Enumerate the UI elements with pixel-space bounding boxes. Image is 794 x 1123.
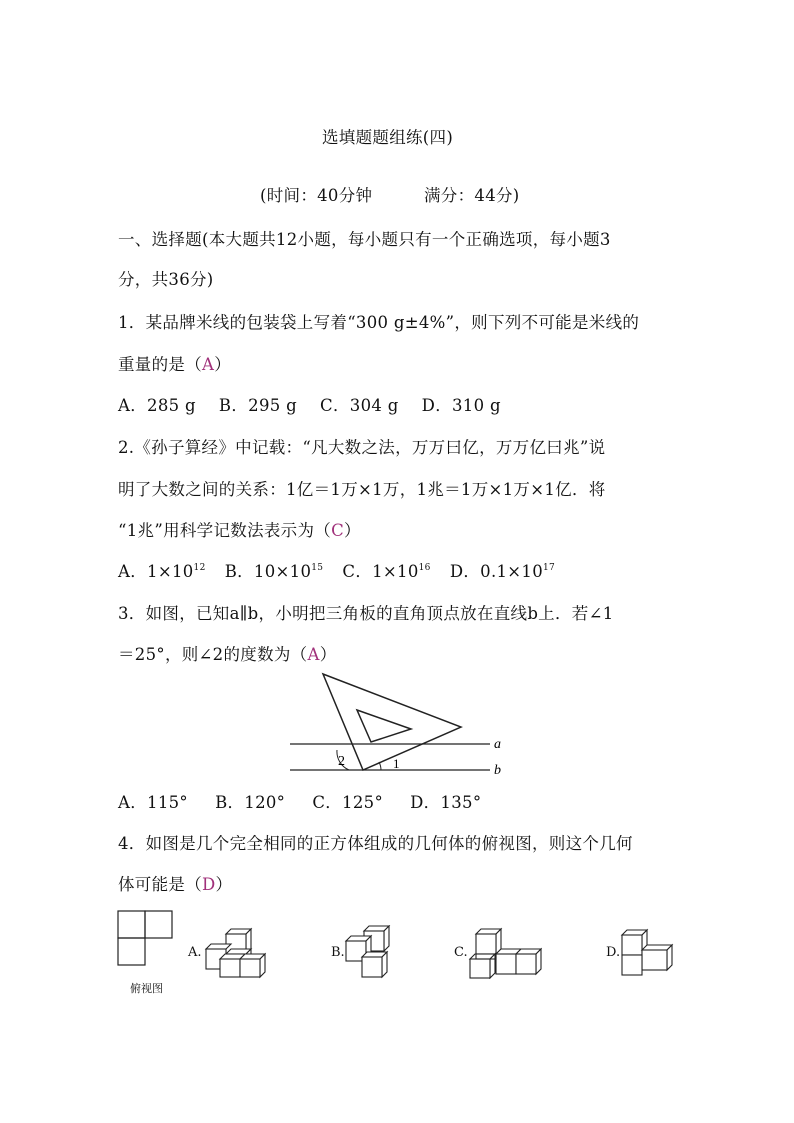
q3-stem-cont — [118, 641, 337, 665]
section-heading: 一、选择题(本大题共12小题，每小题只有一个正确选项，每小题3 — [118, 230, 611, 249]
q1-prefix: 重量的是（ — [118, 355, 202, 374]
q2-option-d: D．$0.1\times 10^{17}$ — [449, 562, 556, 581]
q2-answer: C — [331, 521, 345, 540]
q4-stem: 4．如图是几个完全相同的正方体组成的几何体的俯视图，则这个几何 — [118, 834, 633, 853]
q3-option-d: D．135° — [410, 793, 482, 812]
q3-options — [118, 789, 481, 813]
top-view-caption: 俯视图 — [130, 982, 163, 995]
q2-suffix: ） — [344, 521, 361, 540]
q4-option-d-figure — [620, 925, 676, 977]
q3-suffix: ） — [319, 645, 337, 664]
q1-stem-cont — [118, 351, 231, 375]
q1-option-d: D．310 g — [421, 396, 501, 415]
q1-option-c: C．304 g — [320, 396, 399, 415]
q4-option-b-label: B. — [331, 945, 345, 960]
q2-stem-cont: 明了大数之间的关系：1亿＝1万×1万，1兆＝1万×1万×1亿．将 — [118, 480, 606, 499]
label-b: b — [494, 763, 501, 778]
q4-option-c-figure — [468, 925, 542, 979]
q2-option-c: C．$1\times 10^{16}$ — [342, 562, 431, 581]
q3-option-c: C．125° — [312, 793, 383, 812]
angle1-label: 1 — [393, 756, 400, 771]
q4-option-c-label: C. — [454, 945, 468, 960]
q1-options — [118, 392, 501, 416]
q1-answer: A — [202, 355, 215, 374]
page-title: 选填题题组练(四) — [322, 128, 454, 147]
q3-stem: 3．如图，已知a∥b，小明把三角板的直角顶点放在直线b上．若∠1 — [118, 604, 614, 623]
q2-option-b: B．$10\times 10^{15}$ — [224, 562, 324, 581]
score-info: 满分：44分) — [424, 186, 520, 205]
q2-option-a: A．$1\times 10^{12}$ — [118, 562, 206, 581]
q4-option-d-label: D. — [606, 945, 621, 960]
q2-prefix: “1兆”用科学记数法表示为（ — [118, 521, 332, 540]
triangle-ruler-inner — [357, 710, 411, 742]
q3-option-a: A．115° — [118, 793, 188, 812]
q4-prefix: 体可能是（ — [118, 875, 202, 894]
section-heading-cont: 分，共36分) — [118, 270, 214, 289]
q4-option-b-figure — [344, 925, 394, 979]
q3-prefix: ＝25°，则∠2的度数为（ — [118, 645, 308, 664]
q4-stem-cont — [118, 871, 232, 895]
q4-suffix: ） — [215, 875, 233, 894]
q2-stem: 2.《孙子算经》中记载：“凡大数之法，万万曰亿，万万亿曰兆”说 — [118, 438, 606, 457]
q1-stem: 1．某品牌米线的包装袋上写着“300 g±4%”，则下列不可能是米线的 — [118, 313, 640, 332]
q4-option-a-figure — [202, 925, 266, 979]
q3-figure — [285, 668, 515, 780]
q1-option-a: A．285 g — [118, 396, 196, 415]
q4-option-a-label: A. — [188, 945, 202, 960]
q2-options — [118, 558, 555, 582]
q1-suffix: ） — [214, 355, 232, 374]
q1-option-b: B．295 g — [218, 396, 297, 415]
q4-answer: D — [202, 875, 216, 894]
label-a: a — [494, 737, 501, 752]
top-view-figure — [117, 910, 175, 968]
q2-stem-cont2 — [118, 517, 361, 541]
q3-option-b: B．120° — [215, 793, 286, 812]
q3-answer: A — [307, 645, 320, 664]
angle2-label: 2 — [338, 754, 345, 769]
time-info: (时间：40分钟 — [260, 186, 373, 205]
angle1-arc — [379, 762, 381, 770]
